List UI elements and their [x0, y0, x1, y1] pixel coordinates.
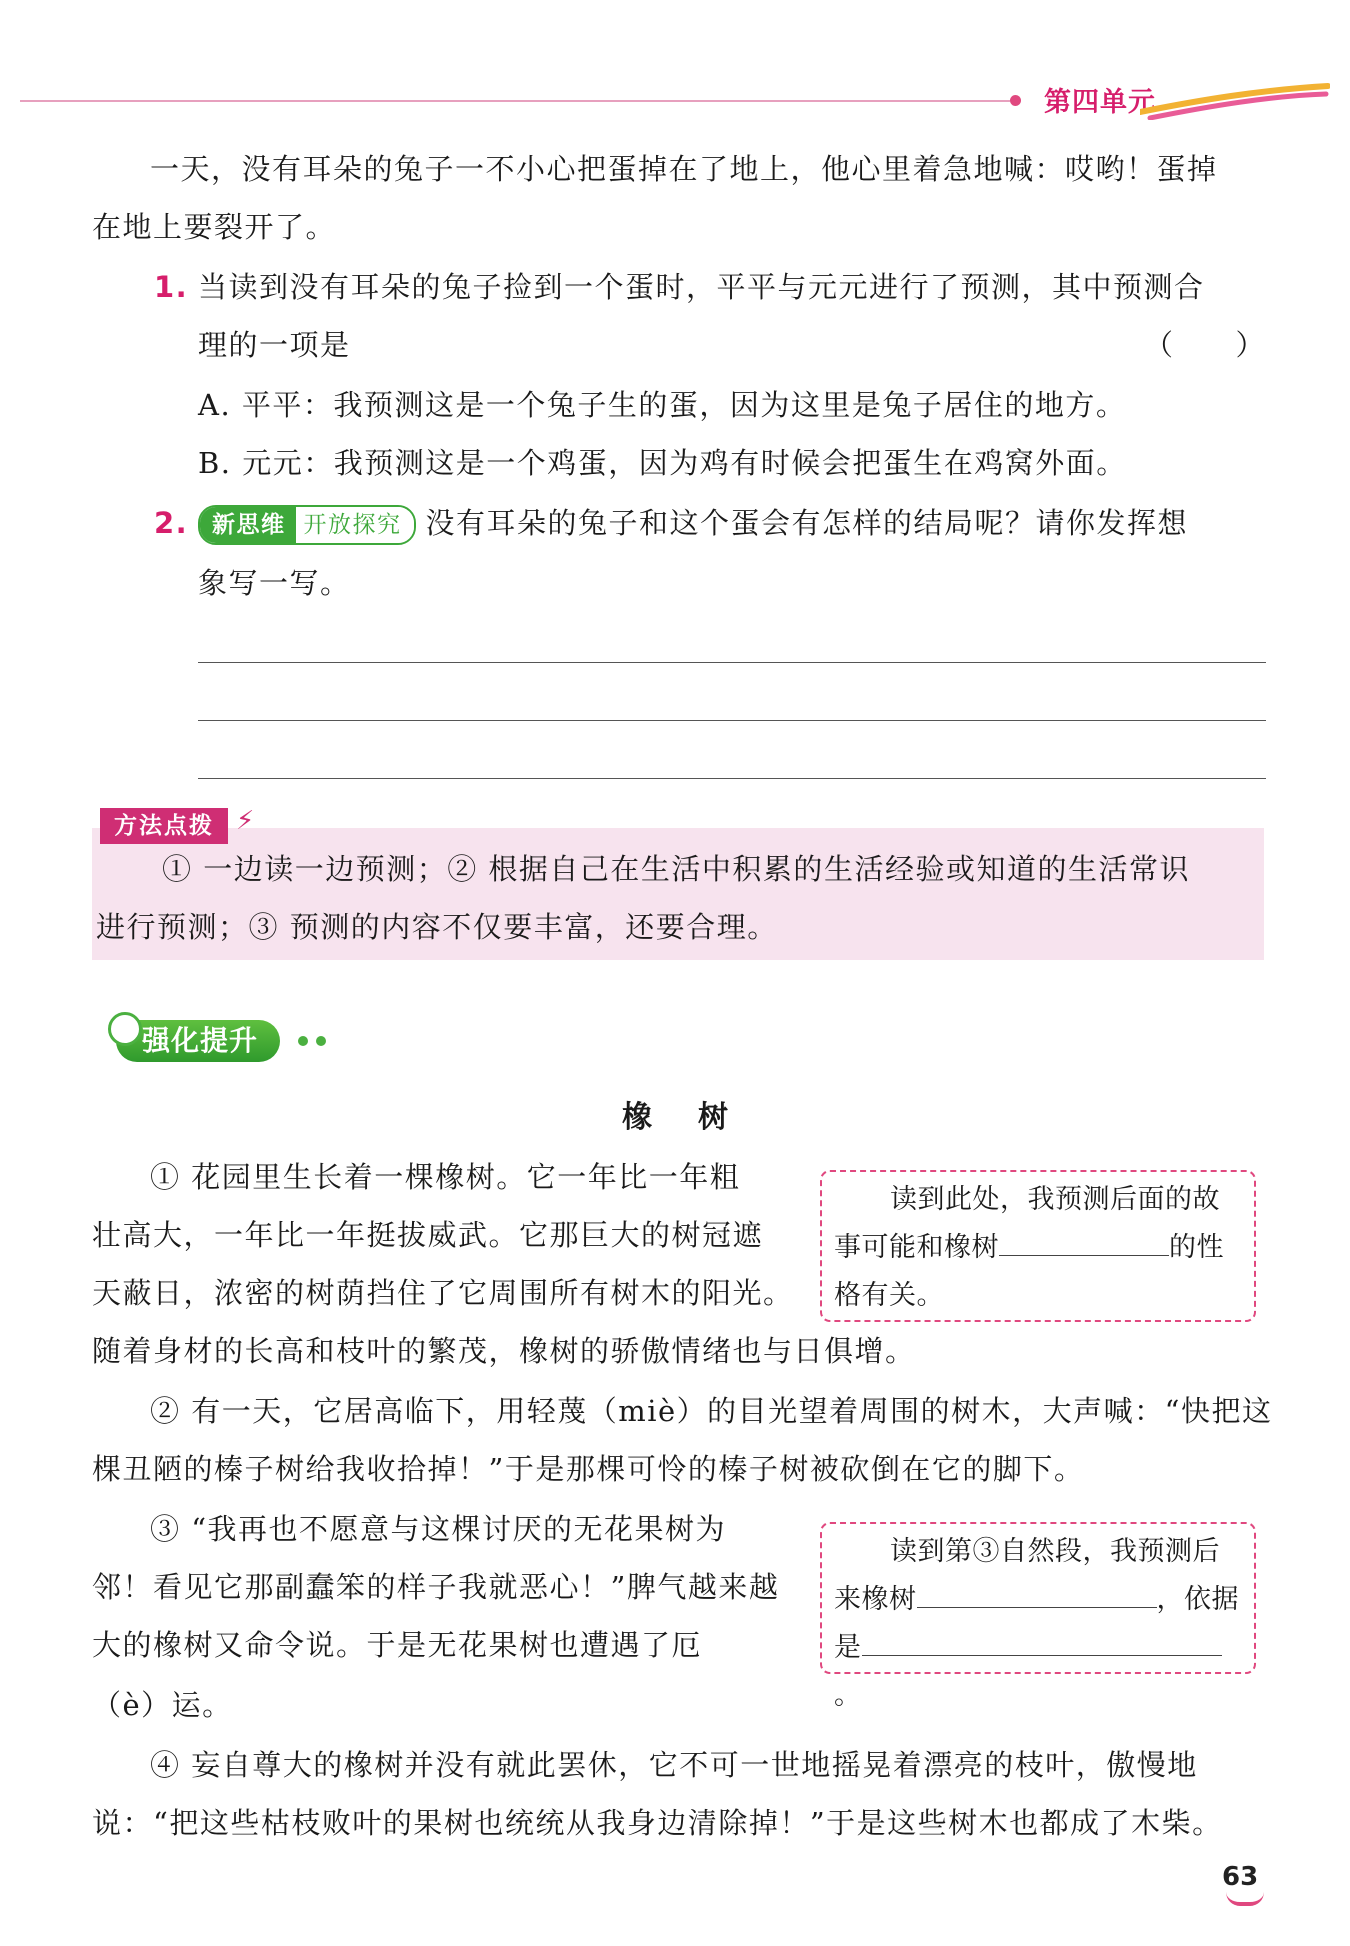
- question-2-line-1-row: [198, 494, 1188, 552]
- note-2-line-3a: 是: [834, 1632, 862, 1663]
- question-2-number: 2.: [154, 506, 189, 540]
- note-2-line-1: 读到第③自然段，我预测后: [890, 1536, 1220, 1567]
- story-p1-line-3: 天蔽日，浓密的树荫挡住了它周围所有树木的阳光。: [92, 1276, 794, 1310]
- header-ribbon-icon: [1140, 80, 1330, 120]
- story-p4-line-1: ④ 妄自尊大的橡树并没有就此罢休，它不可一世地摇晃着漂亮的枝叶，傲慢地: [150, 1748, 1198, 1782]
- answer-line-3[interactable]: [198, 778, 1266, 779]
- section-title: 强化提升: [116, 1020, 280, 1062]
- badge-main: 新思维: [200, 507, 296, 543]
- note-2-blank-1[interactable]: [917, 1579, 1157, 1608]
- note-1-line-2-row: [834, 1224, 1242, 1272]
- story-p1-line-1: ① 花园里生长着一棵橡树。它一年比一年粗: [150, 1160, 741, 1194]
- question-1-line-2: 理的一项是: [198, 328, 351, 362]
- badge-sub: 开放探究: [296, 507, 414, 543]
- note-2-line-2-row: [834, 1576, 1242, 1624]
- story-p3-line-3: 大的橡树又命令说。于是无花果树也遭遇了厄: [92, 1628, 703, 1662]
- question-1-line-1: 当读到没有耳朵的兔子捡到一个蛋时，平平与元元进行了预测，其中预测合: [198, 270, 1205, 304]
- question-1: [154, 258, 188, 316]
- story-p3-line-1: ③ “我再也不愿意与这棵讨厌的无花果树为: [150, 1512, 727, 1546]
- story-p2-line-2: 棵丑陋的榛子树给我收拾掉！”于是那棵可怜的榛子树被砍倒在它的脚下。: [92, 1452, 1085, 1486]
- prediction-note-1: [820, 1170, 1256, 1322]
- question-2: [154, 494, 188, 552]
- section-dot-icon: [298, 1036, 308, 1046]
- tip-line-1: ① 一边读一边预测；② 根据自己在生活中积累的生活经验或知道的生活常识: [162, 852, 1190, 886]
- note-1-line-3: 格有关。: [834, 1280, 944, 1311]
- page-number: 63: [1222, 1862, 1259, 1892]
- note-2-blank-2[interactable]: [862, 1627, 1222, 1656]
- new-thinking-badge: [198, 505, 416, 545]
- section-dot-icon: [316, 1036, 326, 1046]
- header-rule: [20, 100, 1010, 102]
- story-p2-line-1: ② 有一天，它居高临下，用轻蔑（miè）的目光望着周围的树木，大声喊：“快把这: [150, 1394, 1273, 1428]
- note-1-line-1: 读到此处，我预测后面的故: [890, 1184, 1220, 1215]
- question-1-number: 1.: [154, 270, 189, 304]
- story-p3-line-4: （è）运。: [92, 1688, 233, 1722]
- intro-line-1: 一天，没有耳朵的兔子一不小心把蛋掉在了地上，他心里着急地喊：哎哟！蛋掉: [150, 152, 1218, 186]
- page-swoosh-icon: [1226, 1892, 1264, 1906]
- note-2-line-3-row: [834, 1624, 1242, 1720]
- question-2-line-1: 没有耳朵的兔子和这个蛋会有怎样的结局呢？请你发挥想: [425, 506, 1189, 540]
- option-b[interactable]: B. 元元：我预测这是一个鸡蛋，因为鸡有时候会把蛋生在鸡窝外面。: [198, 446, 1127, 480]
- story-p1-line-2: 壮高大，一年比一年挺拔威武。它那巨大的树冠遮: [92, 1218, 764, 1252]
- unit-title: 第四单元: [1044, 87, 1156, 118]
- question-1-line-2-row: [198, 316, 1266, 374]
- answer-line-1[interactable]: [198, 662, 1266, 663]
- story-p3-line-2: 邻！看见它那副蠢笨的样子我就恶心！”脾气越来越: [92, 1570, 780, 1604]
- intro-line-2: 在地上要裂开了。: [92, 210, 337, 244]
- spark-icon: ⚡: [236, 806, 255, 836]
- story-title: 橡树: [622, 1100, 774, 1135]
- note-1-line-2a: 事可能和橡树: [834, 1232, 999, 1263]
- prediction-note-2: [820, 1522, 1256, 1711]
- answer-parentheses[interactable]: （ ）: [1143, 328, 1266, 362]
- note-2-line-3b: 。: [834, 1680, 862, 1711]
- story-p4-line-2: 说：“把这些枯枝败叶的果树也统统从我身边清除掉！”于是这些树木也都成了木柴。: [92, 1806, 1223, 1840]
- answer-line-2[interactable]: [198, 720, 1266, 721]
- method-tip-tag: 方法点拨: [100, 808, 228, 844]
- tip-line-2: 进行预测；③ 预测的内容不仅要丰富，还要合理。: [96, 910, 778, 944]
- question-2-line-2: 象写一写。: [198, 566, 351, 600]
- header-dot-icon: [1010, 95, 1021, 106]
- note-2-line-2a: 来橡树: [834, 1584, 917, 1615]
- option-a[interactable]: A. 平平：我预测这是一个兔子生的蛋，因为这里是兔子居住的地方。: [198, 388, 1127, 422]
- section-leaf-icon: [108, 1012, 142, 1046]
- note-2-line-2b: ，依据: [1156, 1584, 1239, 1615]
- story-p1-line-4: 随着身材的长高和枝叶的繁茂，橡树的骄傲情绪也与日俱增。: [92, 1334, 916, 1368]
- note-1-line-2b: 的性: [1169, 1232, 1224, 1263]
- note-1-blank[interactable]: [999, 1227, 1169, 1256]
